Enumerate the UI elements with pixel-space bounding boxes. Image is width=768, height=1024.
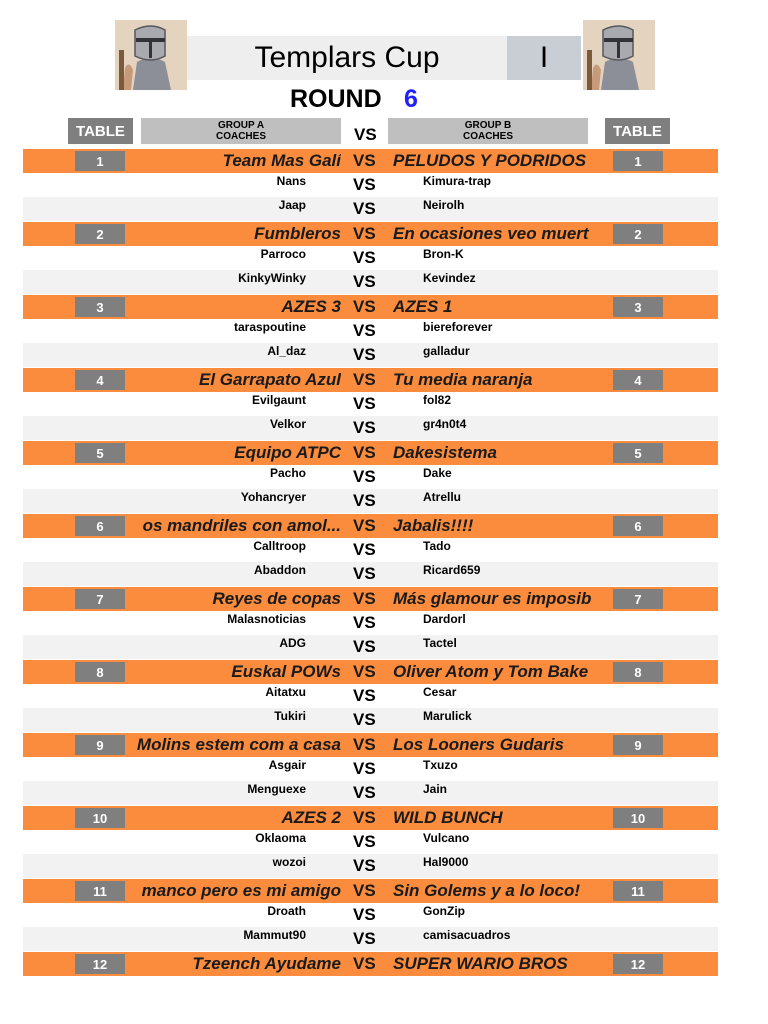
match-team-row [23,295,718,319]
team-b-name: Oliver Atom y Tom Bake [393,662,589,681]
team-b-name: WILD BUNCH [393,808,503,827]
coach-b-name: Jain [423,782,448,796]
table-number-left: 9 [75,735,125,755]
vs-label: VS [353,467,376,486]
group-a-header [141,118,341,144]
vs-label: VS [353,321,376,340]
match-team-row [23,368,718,392]
coach-a-name: Yohancryer [240,490,306,504]
coach-row [23,173,718,197]
table-number-right: 10 [613,808,663,828]
coach-b-name: Vulcano [423,831,470,845]
group-b-label: GROUP B [464,120,512,131]
table-number-right: 3 [613,297,663,317]
vs-label: VS [353,686,376,705]
coach-row [23,416,718,440]
vs-label: VS [353,710,376,729]
vs-label: VS [353,856,376,875]
coach-b-name: fol82 [423,393,452,407]
vs-label: VS [353,929,376,948]
vs-label: VS [353,370,376,389]
vs-label: VS [353,662,376,681]
table-number-right: 5 [613,443,663,463]
coach-row [23,392,718,416]
coach-row [23,781,718,805]
vs-header: VS [354,125,377,144]
coach-a-name: Menguexe [247,782,306,796]
group-a-label: GROUP A [217,120,265,131]
table-number-left: 6 [75,516,125,536]
coach-b-name: Dake [423,466,452,480]
round-label: ROUND [290,85,382,113]
coach-row [23,319,718,343]
coach-row [23,270,718,294]
coach-row [23,343,718,367]
vs-label: VS [353,151,376,170]
coach-b-name: gr4n0t4 [423,417,467,431]
team-a-name: Reyes de copas [212,589,341,608]
vs-label: VS [353,954,376,973]
coach-b-name: camisacuadros [423,928,511,942]
coach-row [23,611,718,635]
team-b-name: Los Looners Gudaris [393,735,564,754]
coach-b-name: Dardorl [423,612,466,626]
coach-a-name: Oklaoma [255,831,306,845]
table-header-right: TABLE [605,118,670,144]
coach-a-name: Malasnoticias [227,612,306,626]
table-number-right: 11 [613,881,663,901]
vs-label: VS [353,735,376,754]
table-number-right: 4 [613,370,663,390]
coach-a-name: Calltroop [253,539,306,553]
coach-row [23,757,718,781]
team-b-name: PELUDOS Y PODRIDOS [393,151,587,170]
team-a-name: Team Mas Galí [222,151,341,170]
match-team-row [23,514,718,538]
match-team-row [23,952,718,976]
table-number-left: 5 [75,443,125,463]
knight-logo-left [115,20,187,90]
coach-b-name: Kimura-trap [423,174,492,188]
coach-a-name: Asgair [268,758,306,772]
coach-row [23,684,718,708]
team-a-name: AZES 2 [281,808,341,827]
coach-b-name: Tado [423,539,451,553]
vs-label: VS [353,175,376,194]
team-a-name: os mandriles con amol... [142,516,341,535]
vs-label: VS [353,272,376,291]
coach-row [23,465,718,489]
coach-b-name: GonZip [423,904,465,918]
coach-row [23,708,718,732]
match-team-row [23,733,718,757]
team-a-name: Fumbleros [254,224,341,243]
coach-b-name: Hal9000 [423,855,469,869]
table-number-left: 8 [75,662,125,682]
coach-row [23,489,718,513]
table-number-left: 7 [75,589,125,609]
coach-row [23,246,718,270]
table-number-left: 12 [75,954,125,974]
vs-label: VS [353,394,376,413]
coach-b-name: Atrellu [423,490,462,504]
vs-label: VS [353,808,376,827]
match-team-row [23,660,718,684]
coach-a-name: KinkyWinky [238,271,306,285]
coach-b-name: Ricard659 [423,563,481,577]
vs-label: VS [353,491,376,510]
vs-label: VS [353,759,376,778]
coach-a-name: Abaddon [254,563,306,577]
team-a-name: Molins estem com a casa [136,735,341,754]
round-number: 6 [404,85,418,113]
coach-a-name: Pacho [269,466,306,480]
table-number-left: 3 [75,297,125,317]
coach-a-name: wozoi [272,855,306,869]
vs-label: VS [353,881,376,900]
coach-a-name: taraspoutine [233,320,306,334]
team-a-name: manco pero es mi amigo [141,881,341,900]
group-b-header [388,118,588,144]
vs-label: VS [353,564,376,583]
table-number-right: 12 [613,954,663,974]
table-number-right: 6 [613,516,663,536]
team-a-name: Euskal POWs [231,662,341,681]
coach-a-name: Nans [276,174,306,188]
coach-a-name: Parroco [260,247,306,261]
vs-label: VS [353,783,376,802]
vs-label: VS [353,637,376,656]
coach-a-name: Tukiri [274,709,306,723]
vs-label: VS [353,297,376,316]
coach-a-name: Jaap [278,198,306,212]
coach-b-name: Txuzo [423,758,458,772]
vs-label: VS [353,248,376,267]
match-team-row [23,149,718,173]
coach-a-name: Mammut90 [243,928,306,942]
team-b-name: AZES 1 [393,297,453,316]
table-number-right: 8 [613,662,663,682]
table-header-left: TABLE [68,118,133,144]
table-number-right: 1 [613,151,663,171]
vs-label: VS [353,345,376,364]
coach-a-name: ADG [279,636,306,650]
team-b-name: Sin Golems y a lo loco! [393,881,581,900]
table-number-left: 4 [75,370,125,390]
match-team-row [23,222,718,246]
team-a-name: Tzeench Ayudame [192,954,341,973]
vs-label: VS [353,199,376,218]
coach-row [23,854,718,878]
team-a-name: El Garrapato Azul [198,370,341,389]
vs-label: VS [353,443,376,462]
vs-label: VS [353,540,376,559]
vs-label: VS [353,418,376,437]
coach-row [23,562,718,586]
table-number-right: 7 [613,589,663,609]
coach-row [23,635,718,659]
coach-a-name: Evilgaunt [251,393,306,407]
coach-row [23,538,718,562]
group-b-coaches-label: COACHES [462,131,513,142]
team-b-name: Más glamour es imposib [393,589,592,608]
coach-b-name: galladur [423,344,470,358]
coach-row [23,830,718,854]
coach-row [23,903,718,927]
coach-a-name: Aitatxu [265,685,306,699]
coach-b-name: Neirolh [423,198,465,212]
team-b-name: SUPER WARIO BROS [393,954,568,973]
match-team-row [23,587,718,611]
coach-a-name: Al_daz [267,344,306,358]
title-numeral: I [507,36,581,80]
vs-label: VS [353,905,376,924]
team-b-name: Tu media naranja [393,370,533,389]
coach-row [23,197,718,221]
coach-b-name: Kevindez [423,271,476,285]
group-a-coaches-label: COACHES [215,131,266,142]
team-a-name: AZES 3 [281,297,341,316]
coach-b-name: Marulick [423,709,472,723]
coach-b-name: Tactel [423,636,457,650]
vs-label: VS [353,224,376,243]
match-team-row [23,806,718,830]
match-team-row [23,879,718,903]
table-number-left: 1 [75,151,125,171]
table-number-right: 9 [613,735,663,755]
knight-logo-right [583,20,655,90]
table-number-right: 2 [613,224,663,244]
coach-a-name: Droath [267,904,306,918]
table-number-left: 10 [75,808,125,828]
team-b-name: Dakesistema [393,443,497,462]
team-b-name: Jabalis!!!! [393,516,474,535]
coach-b-name: Cesar [423,685,457,699]
vs-label: VS [353,516,376,535]
coach-b-name: biereforever [423,320,493,334]
page-title: Templars Cup [187,36,507,80]
team-a-name: Equipo ATPC [234,443,341,462]
vs-label: VS [353,832,376,851]
coach-row [23,927,718,951]
table-number-left: 2 [75,224,125,244]
vs-label: VS [353,589,376,608]
table-number-left: 11 [75,881,125,901]
team-b-name: En ocasiones veo muert [393,224,589,243]
coach-b-name: Bron-K [423,247,464,261]
match-team-row [23,441,718,465]
coach-a-name: Velkor [269,417,306,431]
vs-label: VS [353,613,376,632]
